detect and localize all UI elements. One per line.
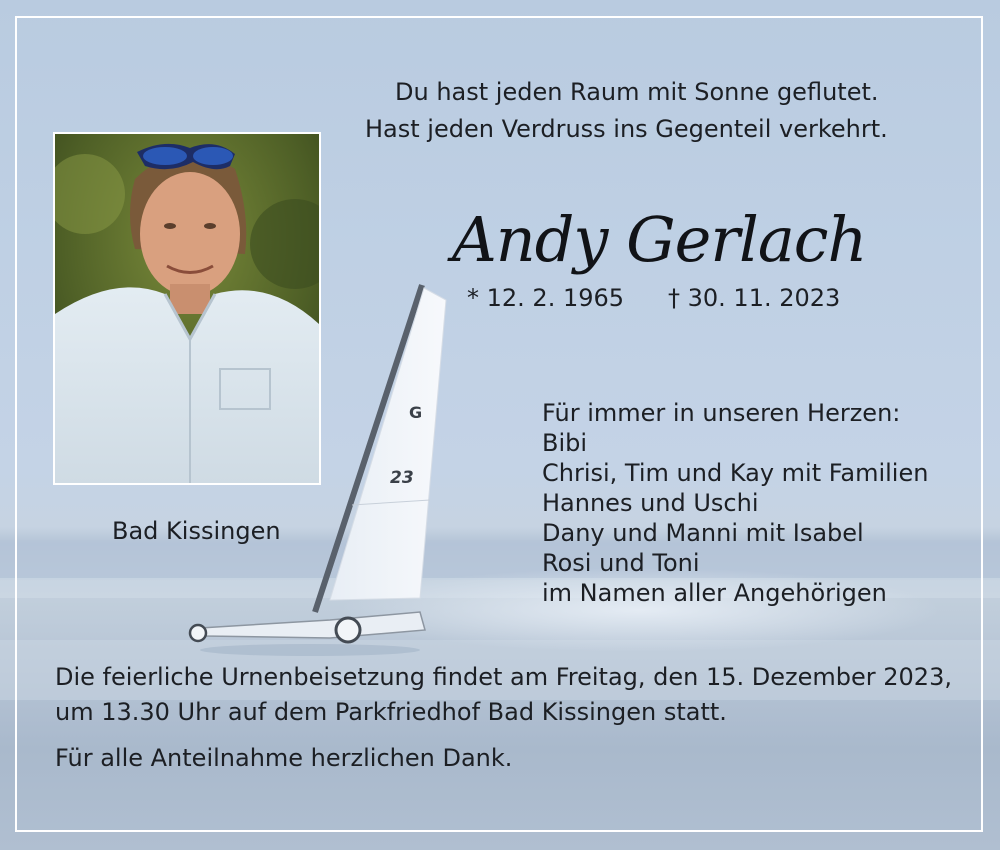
quote-line-2: Hast jeden Verdruss ins Gegenteil verkehrt. (365, 115, 888, 143)
mourner-line: im Namen aller Angehörigen (542, 579, 887, 607)
mourner-line: Bibi (542, 429, 588, 457)
service-line-2: um 13.30 Uhr auf dem Parkfriedhof Bad Kissingen statt. (55, 698, 727, 726)
sail-number: 23 (390, 468, 414, 488)
quote-line-1: Du hast jeden Raum mit Sonne geflutet. (395, 78, 879, 106)
mourners-list (542, 398, 928, 608)
service-line-1: Die feierliche Urnenbeisetzung findet am Freitag, den 15. Dezember 2023, (55, 663, 952, 691)
mourners-heading: Für immer in unseren Herzen: (542, 399, 901, 427)
mourner-line: Hannes und Uschi (542, 489, 759, 517)
mourner-line: Rosi und Toni (542, 549, 700, 577)
mourner-line: Chrisi, Tim und Kay mit Familien (542, 459, 929, 487)
sail-letter: G (409, 403, 423, 422)
thanks-line: Für alle Anteilnahme herzlichen Dank. (55, 744, 513, 772)
place-label: Bad Kissingen (112, 517, 281, 545)
mourner-line: Dany und Manni mit Isabel (542, 519, 864, 547)
portrait-photo (53, 132, 321, 485)
deceased-name: Andy Gerlach (452, 203, 867, 276)
birth-date: * 12. 2. 1965 (467, 284, 625, 312)
death-date: † 30. 11. 2023 (668, 284, 841, 312)
